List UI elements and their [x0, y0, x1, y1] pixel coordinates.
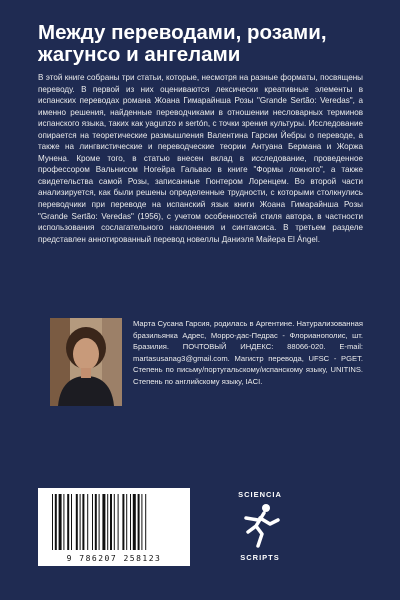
author-photo: [50, 318, 122, 406]
book-summary: В этой книге собраны три статьи, которые, несмотря на разные форматы, посвящены переводу. В первой из них оцениваются лексически креативные элементы в испанских переводах романа Жоана Гимарайнша Розы "Grande Sertão: Veredas", а именно решения, найденные переводчиками в отношении несловарных терминов испанского языка, таких как yagunzo и sertón, с точки зрения культуры. Исследование опирается на теоретические размышления Валентина Гарсии Йебры о переводе, а также на лингвистические и переводческие теории Антуана Бермана и Жоржа Мунена. Кроме того, в статью внесен вклад в исследование, проведенное профессором Вальнисом Ногейра Гальвао в книге "Формы ложного", а также свидетельства самой Розы, записанные Гюнтером Лоренцем. Во второй части анализируется, как были решены определенные трудности, с которыми столкнулись переводчики при переводе на испанский язык книги Жоана Гимарайнша Розы "Grande Sertão: Veredas" (1956), с учетом особенностей стиля автора, в частности использования сослагательного наклонения и синтаксиса. В третьем разделе представлен аннотированный перевод новеллы Даниэля Майера El Ángel.: [38, 73, 363, 244]
barcode: [38, 488, 190, 566]
publisher-logo-bottom-text: SCRIPTS: [240, 553, 280, 562]
runner-icon: [240, 502, 280, 548]
barcode-bars: [50, 494, 178, 550]
publisher-logo: [226, 488, 294, 564]
author-bio: Марта Сусана Гарсия, родилась в Аргентине. Натурализованная бразильянка Адрес, Морро-дас-Педрас - Флорианополис, шт. Бразилия. ПОЧТОВЫЙ ИНДЕКС: 88066-020. E-mail: martasusanag3@gmail.com. Магистр перевода, UFSC - PGET. Степень по письму/португальскому/испанскому языку, UNITINS. Степень по английскому языку, IACI.: [133, 319, 363, 386]
publisher-logo-top-text: SCIENCIA: [238, 490, 282, 499]
isbn-number: 9 786207 258123: [66, 554, 162, 563]
book-title: Между переводами, розами, жагунсо и ангелами: [38, 21, 327, 66]
